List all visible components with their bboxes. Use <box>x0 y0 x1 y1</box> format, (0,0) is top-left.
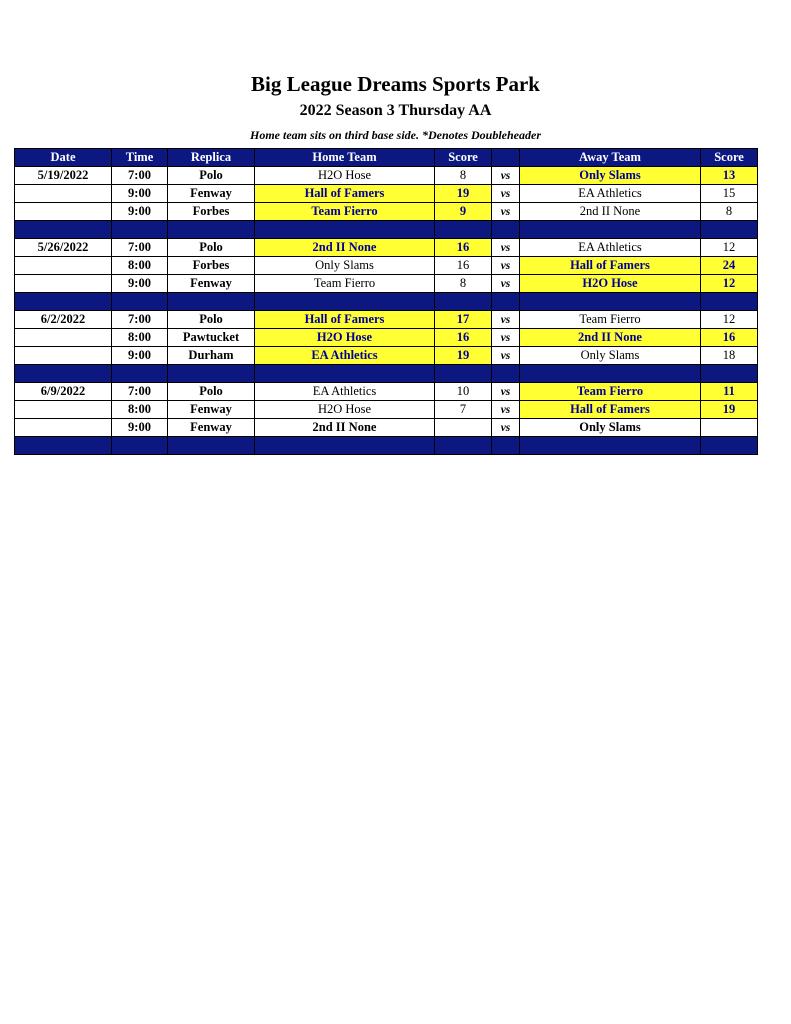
away-team: Team Fierro <box>520 383 701 401</box>
separator-cell <box>255 437 435 455</box>
separator-cell <box>112 293 168 311</box>
header-vs <box>492 149 520 167</box>
vs-label: vs <box>492 203 520 221</box>
away-score: 24 <box>701 257 758 275</box>
separator-cell <box>435 365 492 383</box>
separator-cell <box>701 365 758 383</box>
game-date <box>15 329 112 347</box>
separator-cell <box>168 293 255 311</box>
home-score: 8 <box>435 275 492 293</box>
away-team: 2nd II None <box>520 329 701 347</box>
vs-label: vs <box>492 311 520 329</box>
game-row <box>15 401 758 419</box>
separator-cell <box>701 293 758 311</box>
game-replica: Fenway <box>168 185 255 203</box>
away-score: 11 <box>701 383 758 401</box>
separator-cell <box>520 437 701 455</box>
table-header-row <box>15 149 758 167</box>
game-time: 7:00 <box>112 383 168 401</box>
away-team: 2nd II None <box>520 203 701 221</box>
separator-cell <box>520 221 701 239</box>
game-time: 8:00 <box>112 401 168 419</box>
vs-label: vs <box>492 185 520 203</box>
separator-cell <box>255 365 435 383</box>
separator-cell <box>168 221 255 239</box>
separator-cell <box>168 437 255 455</box>
home-score: 19 <box>435 347 492 365</box>
week-separator-row <box>15 221 758 239</box>
game-date: 6/9/2022 <box>15 383 112 401</box>
vs-label: vs <box>492 401 520 419</box>
separator-cell <box>112 221 168 239</box>
separator-cell <box>15 437 112 455</box>
header-date: Date <box>15 149 112 167</box>
home-team: 2nd II None <box>255 419 435 437</box>
home-team: Hall of Famers <box>255 185 435 203</box>
game-date <box>15 257 112 275</box>
separator-cell <box>492 221 520 239</box>
home-score: 7 <box>435 401 492 419</box>
schedule-note: Home team sits on third base side. *Denotes Doubleheader <box>250 128 541 142</box>
page-subtitle: 2022 Season 3 Thursday AA <box>299 102 492 119</box>
home-score: 17 <box>435 311 492 329</box>
vs-label: vs <box>492 239 520 257</box>
game-time: 9:00 <box>112 185 168 203</box>
away-score: 12 <box>701 239 758 257</box>
away-team: Only Slams <box>520 419 701 437</box>
page-title: Big League Dreams Sports Park <box>251 72 540 96</box>
home-team: H2O Hose <box>255 167 435 185</box>
game-date <box>15 401 112 419</box>
game-row <box>15 275 758 293</box>
away-team: EA Athletics <box>520 185 701 203</box>
game-row <box>15 203 758 221</box>
separator-cell <box>168 365 255 383</box>
game-replica: Fenway <box>168 419 255 437</box>
away-score: 19 <box>701 401 758 419</box>
separator-cell <box>701 221 758 239</box>
home-team: EA Athletics <box>255 383 435 401</box>
home-team: Team Fierro <box>255 275 435 293</box>
home-score: 16 <box>435 257 492 275</box>
separator-cell <box>492 293 520 311</box>
game-time: 7:00 <box>112 167 168 185</box>
game-replica: Fenway <box>168 401 255 419</box>
home-team: Hall of Famers <box>255 311 435 329</box>
game-time: 8:00 <box>112 257 168 275</box>
away-team: H2O Hose <box>520 275 701 293</box>
away-team: Hall of Famers <box>520 401 701 419</box>
game-row <box>15 239 758 257</box>
game-row <box>15 347 758 365</box>
away-score <box>701 419 758 437</box>
away-score: 15 <box>701 185 758 203</box>
home-team: Team Fierro <box>255 203 435 221</box>
game-date: 6/2/2022 <box>15 311 112 329</box>
game-row <box>15 329 758 347</box>
game-date <box>15 347 112 365</box>
separator-cell <box>255 293 435 311</box>
game-replica: Polo <box>168 311 255 329</box>
game-row <box>15 185 758 203</box>
header-away-score: Score <box>701 149 758 167</box>
away-team: Only Slams <box>520 167 701 185</box>
away-score: 12 <box>701 311 758 329</box>
game-date <box>15 203 112 221</box>
header-home-score: Score <box>435 149 492 167</box>
game-date: 5/26/2022 <box>15 239 112 257</box>
game-replica: Forbes <box>168 203 255 221</box>
home-score: 9 <box>435 203 492 221</box>
away-score: 13 <box>701 167 758 185</box>
separator-cell <box>15 293 112 311</box>
header-replica: Replica <box>168 149 255 167</box>
game-time: 9:00 <box>112 419 168 437</box>
week-separator-row <box>15 365 758 383</box>
away-team: Only Slams <box>520 347 701 365</box>
game-date <box>15 419 112 437</box>
separator-cell <box>15 221 112 239</box>
game-time: 7:00 <box>112 311 168 329</box>
vs-label: vs <box>492 275 520 293</box>
game-time: 9:00 <box>112 203 168 221</box>
home-score: 16 <box>435 329 492 347</box>
game-date <box>15 275 112 293</box>
away-score: 18 <box>701 347 758 365</box>
game-date <box>15 185 112 203</box>
separator-cell <box>435 437 492 455</box>
vs-label: vs <box>492 167 520 185</box>
separator-cell <box>255 221 435 239</box>
game-time: 7:00 <box>112 239 168 257</box>
separator-cell <box>112 365 168 383</box>
home-team: EA Athletics <box>255 347 435 365</box>
vs-label: vs <box>492 347 520 365</box>
game-row <box>15 257 758 275</box>
home-score: 19 <box>435 185 492 203</box>
home-team: Only Slams <box>255 257 435 275</box>
separator-cell <box>701 437 758 455</box>
game-row <box>15 167 758 185</box>
away-score: 12 <box>701 275 758 293</box>
away-team: Hall of Famers <box>520 257 701 275</box>
game-replica: Fenway <box>168 275 255 293</box>
game-date: 5/19/2022 <box>15 167 112 185</box>
game-replica: Durham <box>168 347 255 365</box>
separator-cell <box>435 293 492 311</box>
separator-cell <box>520 293 701 311</box>
separator-cell <box>15 365 112 383</box>
separator-cell <box>112 437 168 455</box>
vs-label: vs <box>492 419 520 437</box>
game-time: 9:00 <box>112 275 168 293</box>
game-row <box>15 311 758 329</box>
game-replica: Forbes <box>168 257 255 275</box>
home-team: H2O Hose <box>255 329 435 347</box>
away-team: EA Athletics <box>520 239 701 257</box>
week-separator-row <box>15 293 758 311</box>
home-team: 2nd II None <box>255 239 435 257</box>
home-score: 16 <box>435 239 492 257</box>
header-home-team: Home Team <box>255 149 435 167</box>
vs-label: vs <box>492 383 520 401</box>
game-row <box>15 383 758 401</box>
header-time: Time <box>112 149 168 167</box>
vs-label: vs <box>492 257 520 275</box>
schedule-table <box>14 148 758 455</box>
separator-cell <box>435 221 492 239</box>
separator-cell <box>492 365 520 383</box>
game-replica: Pawtucket <box>168 329 255 347</box>
game-row <box>15 419 758 437</box>
schedule-body <box>15 167 758 455</box>
vs-label: vs <box>492 329 520 347</box>
week-separator-row <box>15 437 758 455</box>
away-score: 8 <box>701 203 758 221</box>
separator-cell <box>492 437 520 455</box>
game-replica: Polo <box>168 383 255 401</box>
separator-cell <box>520 365 701 383</box>
header-away-team: Away Team <box>520 149 701 167</box>
game-replica: Polo <box>168 167 255 185</box>
game-time: 8:00 <box>112 329 168 347</box>
home-score: 8 <box>435 167 492 185</box>
away-score: 16 <box>701 329 758 347</box>
away-team: Team Fierro <box>520 311 701 329</box>
game-replica: Polo <box>168 239 255 257</box>
game-time: 9:00 <box>112 347 168 365</box>
home-score <box>435 419 492 437</box>
home-team: H2O Hose <box>255 401 435 419</box>
home-score: 10 <box>435 383 492 401</box>
